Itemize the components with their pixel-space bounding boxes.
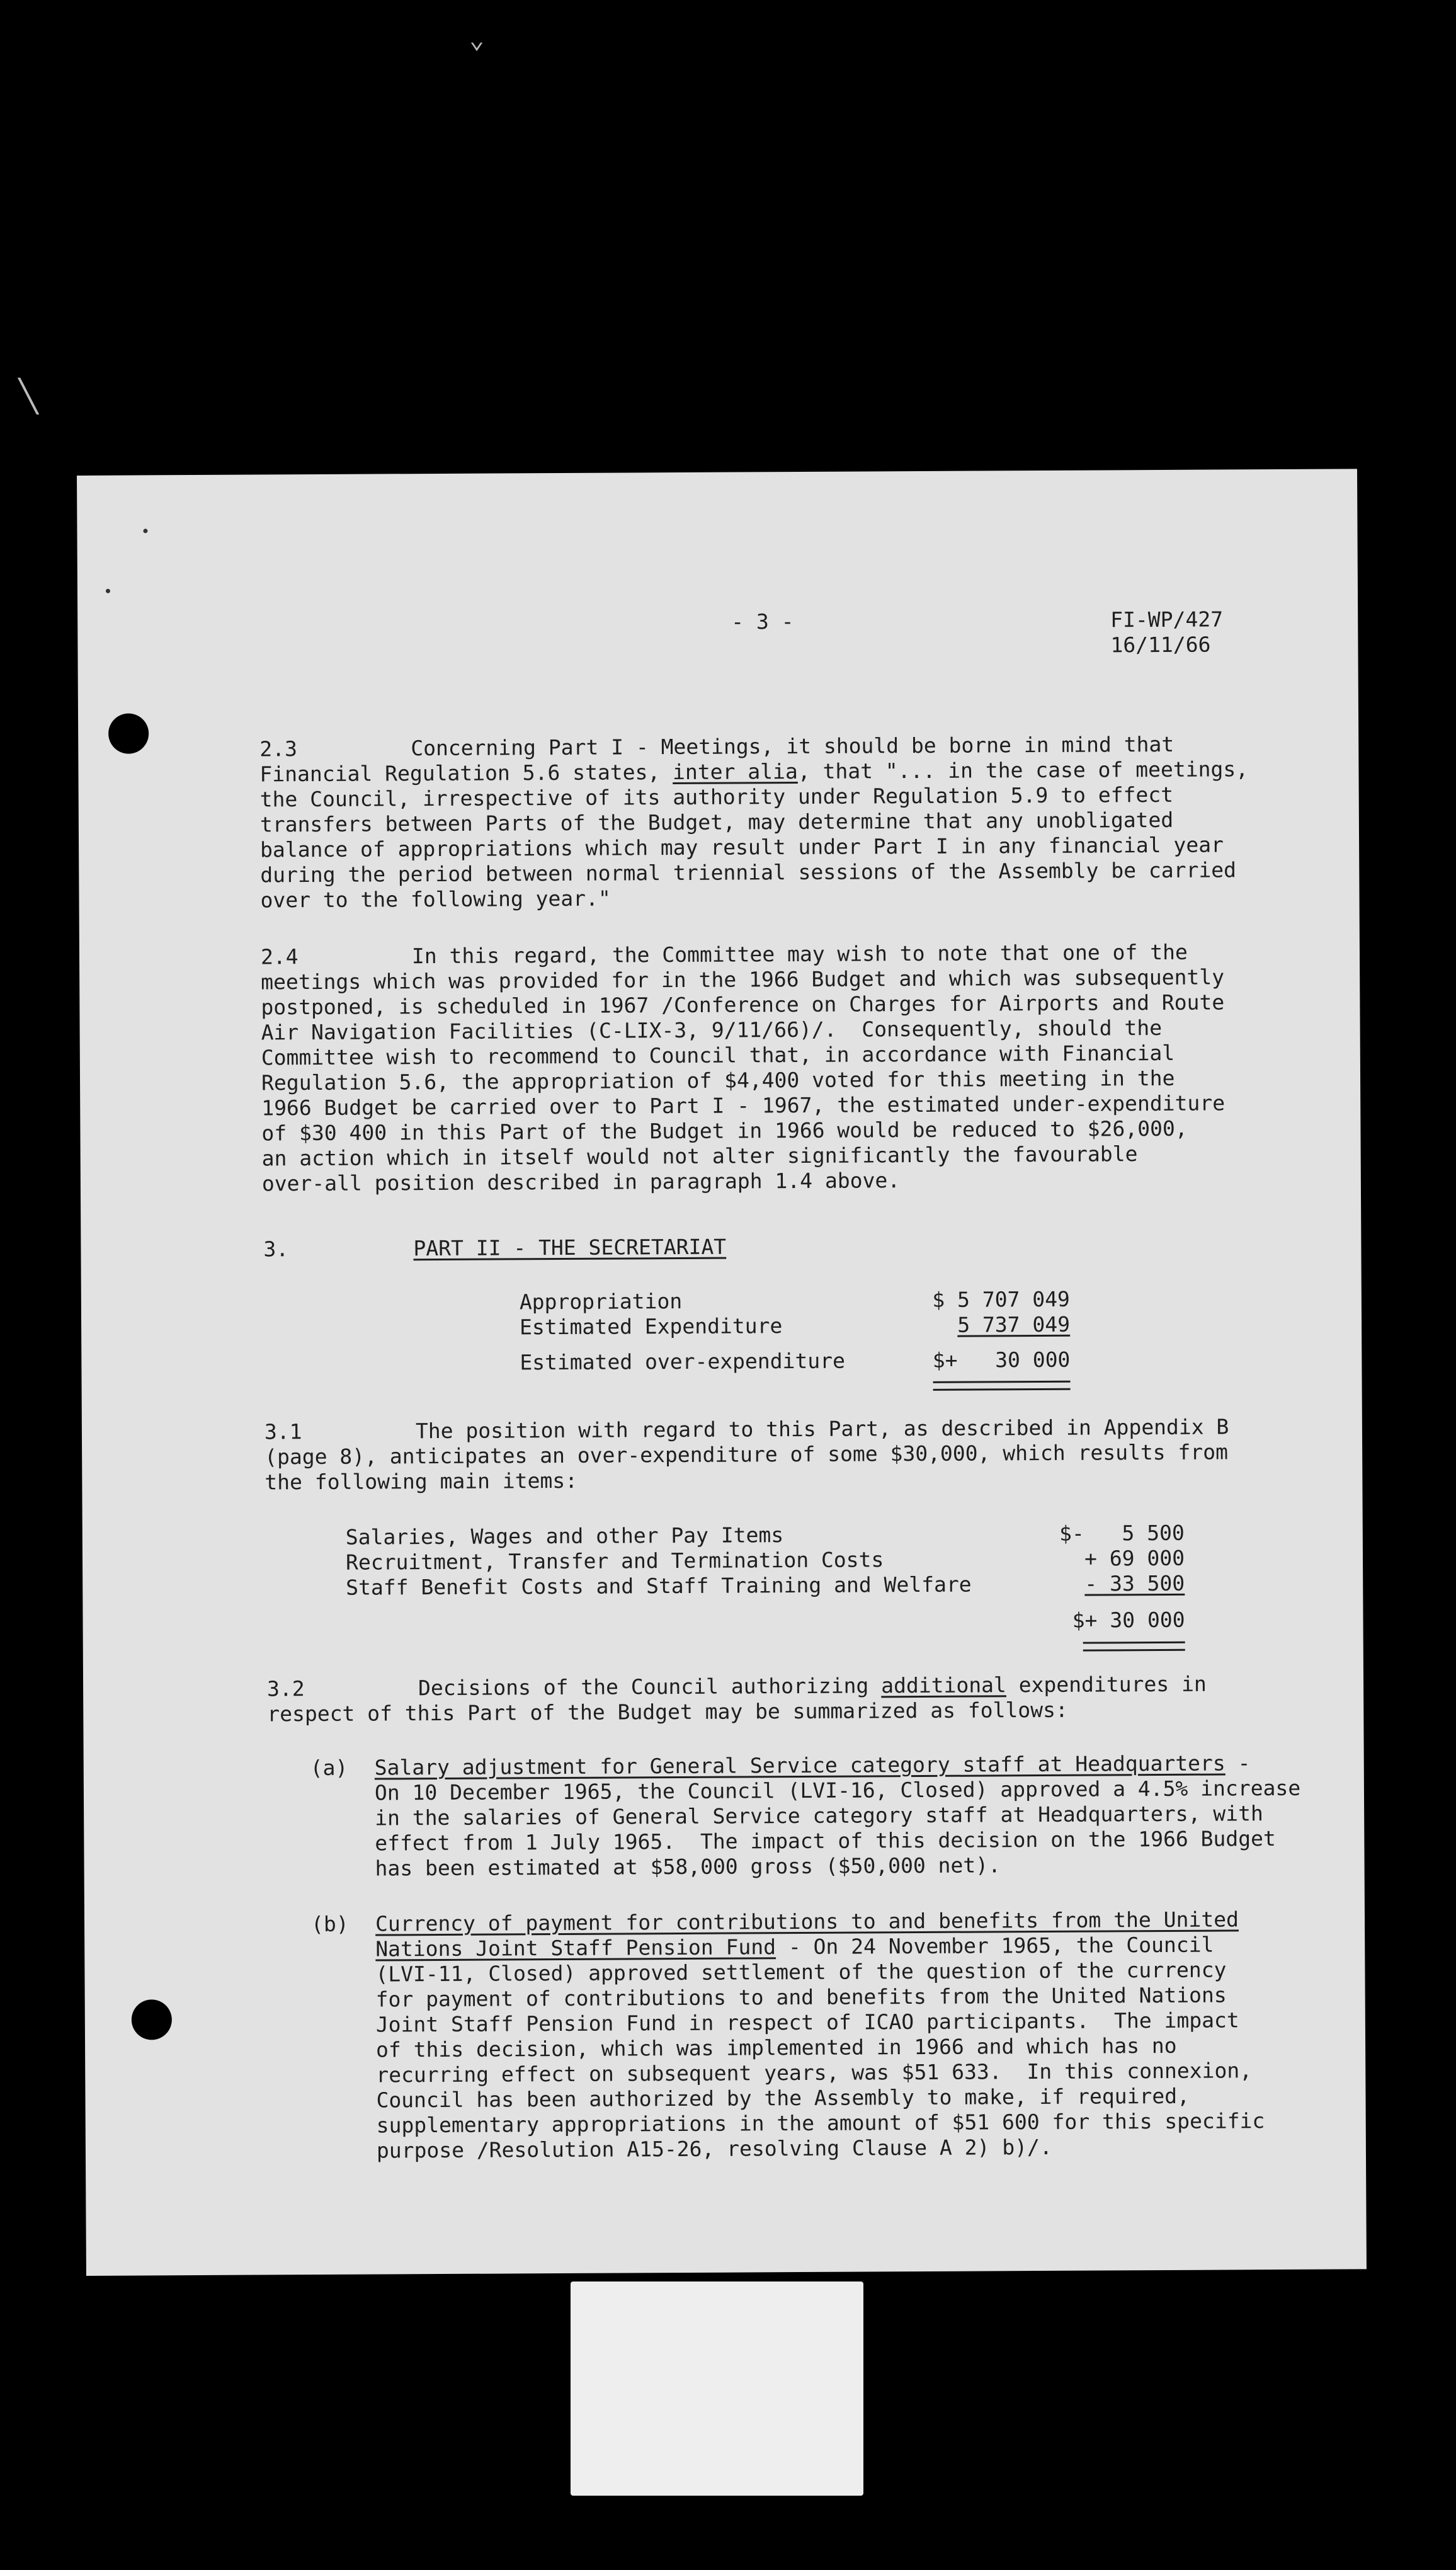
text-line: of this decision, which was implemented in 1966 and which has no (375, 2033, 1177, 2062)
text-line: Committee wish to recommend to Council that, in accordance with Financial (261, 1040, 1175, 1070)
appropriation-value: $ 5 707 049 (932, 1286, 1070, 1312)
item-label: Salaries, Wages and other Pay Items (345, 1522, 784, 1550)
text-line: transfers between Parts of the Budget, may determine that any unobligated (259, 807, 1174, 837)
text-line: Financial Regulation 5.6 states, inter alia, that "... in the case of meetings, (259, 757, 1249, 787)
text-line: (LVI-11, Closed) approved settlement of the question of the currency (375, 1957, 1227, 1987)
text-line: In this regard, the Committee may wish to note that one of the (411, 939, 1188, 969)
estimated-expenditure-value: 5 737 049 (957, 1311, 1071, 1337)
punch-hole (132, 1999, 172, 2040)
additional-underlined: additional (881, 1672, 1006, 1698)
text-line: Council has been authorized by the Assembly to make, if required, (376, 2083, 1190, 2113)
scan-target-card (571, 2282, 863, 2496)
text-line: (page 8), anticipates an over-expenditure of some $30,000, which results from (264, 1439, 1229, 1470)
item-label: Staff Benefit Costs and Staff Training and Welfare (346, 1572, 972, 1600)
text-line: over-all position described in paragraph 1.4 above. (261, 1168, 901, 1196)
item-b-title: Currency of payment for contributions to and benefits from the United (375, 1907, 1239, 1936)
paragraph-number: 2.3 (259, 736, 297, 762)
text-line: On 10 December 1965, the Council (LVI-16, Closed) approved a 4.5% increase (374, 1775, 1301, 1805)
text-line: recurring effect on subsequent years, was $51 633. In this connexion, (376, 2058, 1253, 2087)
items-total: $+ 30 000 (1072, 1607, 1185, 1633)
document-reference: FI-WP/427 (1110, 607, 1224, 632)
text-line: an action which in itself would not alter significantly the favourable (261, 1141, 1138, 1171)
estimated-expenditure-label: Estimated Expenditure (519, 1313, 783, 1340)
text-line: 1966 Budget be carried over to Part I - 1967, the estimated under-expenditure (261, 1090, 1226, 1121)
total-double-rule (933, 1381, 1071, 1391)
text-line: Regulation 5.6, the appropriation of $4,400 voted for this meeting in the (261, 1065, 1175, 1095)
text-line: The position with regard to this Part, as described in Appendix B (415, 1414, 1229, 1444)
text-line: in the salaries of General Service category staff at Headquarters, with (375, 1801, 1263, 1830)
scan-speck: ⌄ (469, 25, 485, 54)
appropriation-label: Appropriation (519, 1288, 683, 1315)
section-number: 3. (263, 1236, 289, 1262)
text-line: of $30 400 in this Part of the Budget in 1966 would be reduced to $26,000, (261, 1116, 1188, 1146)
over-expenditure-label: Estimated over-expenditure (520, 1348, 846, 1375)
text-line: purpose /Resolution A15-26, resolving Clause A 2) b)/. (376, 2134, 1052, 2163)
scan-dot (106, 589, 110, 593)
item-b-label: (b) (310, 1911, 349, 1937)
item-a-label: (a) (310, 1755, 348, 1781)
text-line: Air Navigation Facilities (C-LIX-3, 9/11/66)/. Consequently, should the (261, 1015, 1163, 1045)
text-line: Concerning Part I - Meetings, it should be borne in mind that (411, 731, 1174, 761)
paragraph-number: 3.2 (266, 1676, 305, 1701)
text-line: has been estimated at $58,000 gross ($50,000 net). (375, 1853, 1001, 1881)
paragraph-number: 3.1 (264, 1419, 302, 1444)
page-number: - 3 - (731, 609, 794, 634)
item-value: - 33 500 (1084, 1570, 1185, 1596)
text-line: balance of appropriations which may result under Part I in any financial year (260, 832, 1224, 862)
scan-dot (143, 528, 147, 533)
text-line: respect of this Part of the Budget may be summarized as follows: (267, 1697, 1068, 1727)
document-date: 16/11/66 (1110, 632, 1211, 658)
text-line: over to the following year." (260, 886, 611, 913)
item-value: + 69 000 (1084, 1545, 1185, 1571)
text-line: Decisions of the Council authorizing additional expenditures in (418, 1671, 1207, 1701)
text-line: during the period between normal triennial sessions of the Assembly be carried (260, 857, 1237, 888)
inter-alia: inter alia (673, 759, 798, 785)
over-expenditure-value: $+ 30 000 (932, 1347, 1071, 1373)
text-line: Joint Staff Pension Fund in respect of ICAO participants. The impact (375, 2007, 1239, 2037)
item-a-title-line: Salary adjustment for General Service category staff at Headquarters - (374, 1750, 1251, 1780)
item-label: Recruitment, Transfer and Termination Costs (345, 1547, 884, 1575)
item-a-title: Salary adjustment for General Service category staff at Headquarters (374, 1750, 1226, 1780)
section-title: PART II - THE SECRETARIAT (413, 1234, 727, 1261)
punch-hole (108, 713, 149, 753)
total-double-rule (1083, 1642, 1185, 1652)
item-value: $- 5 500 (1059, 1520, 1185, 1546)
text-line: the Council, irrespective of its authority under Regulation 5.9 to effect (259, 782, 1174, 812)
text-line: for payment of contributions to and benefits from the United Nations (375, 1982, 1227, 2012)
text-line: effect from 1 July 1965. The impact of this decision on the 1966 Budget (375, 1826, 1276, 1856)
text-line: the following main items: (264, 1468, 578, 1495)
text-line: postponed, is scheduled in 1967 /Conference on Charges for Airports and Route (261, 990, 1225, 1020)
document-page (77, 469, 1367, 2276)
scan-speck: ╲ (19, 378, 38, 414)
paragraph-number: 2.4 (260, 944, 299, 969)
text-line: meetings which was provided for in the 1966 Budget and which was subsequently (261, 964, 1225, 995)
item-b-title-line: Nations Joint Staff Pension Fund - On 24 November 1965, the Council (375, 1932, 1214, 1962)
text-line: supplementary appropriations in the amount of $51 600 for this specific (376, 2108, 1265, 2138)
